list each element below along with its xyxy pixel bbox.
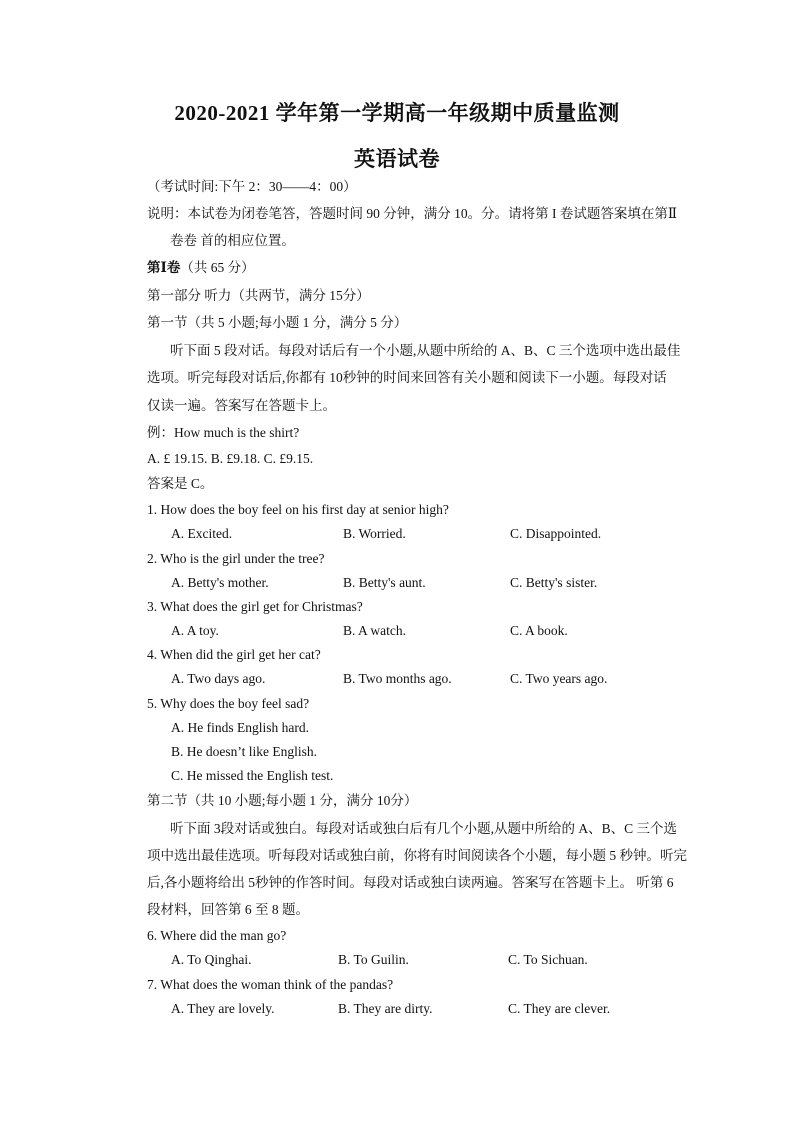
section2-para-line: 后,各小题将给出 5秒钟的作答时间。每段对话或独白读两遍。答案写在答题卡上。 听第 6	[147, 875, 674, 890]
volume-label: 第Ⅰ卷	[147, 260, 181, 275]
option-c: C. Betty's sister.	[510, 575, 598, 590]
section2-para-line: 听下面 3段对话或独白。每段对话或独白后有几个小题,从题中所给的 A、B、C 三个选	[170, 821, 678, 836]
option-c: C. To Sichuan.	[508, 952, 588, 967]
option-c: C. A book.	[510, 623, 568, 638]
exam-time: （考试时间:下午 2：30——4：00）	[147, 179, 357, 194]
option-a: A. A toy.	[171, 623, 219, 638]
option-a: A. Excited.	[171, 526, 233, 541]
option-b: B. Worried.	[343, 526, 406, 541]
volume-heading	[147, 259, 255, 277]
section1-para-line: 仅读一遍。答案写在答题卡上。	[147, 398, 336, 413]
option-b: B. They are dirty.	[338, 1001, 433, 1016]
option-a: A. He finds English hard.	[171, 720, 309, 735]
question-stem: 1. How does the boy feel on his first day at senior high?	[147, 502, 449, 517]
option-b: B. He doesn’t like English.	[171, 744, 317, 759]
section2-para-line: 项中选出最佳选项。听每段对话或独白前，你将有时间阅读各个小题，每小题 5 秒钟。听完	[147, 848, 687, 863]
example-options: A. £ 19.15. B. £9.18. C. £9.15.	[147, 451, 314, 466]
option-a: A. They are lovely.	[171, 1001, 275, 1016]
volume-score: （共 65 分）	[180, 260, 255, 275]
question-stem: 5. Why does the boy feel sad?	[147, 696, 310, 711]
option-a: A. To Qinghai.	[171, 952, 252, 967]
option-a: A. Two days ago.	[171, 671, 266, 686]
question-stem: 7. What does the woman think of the pandas?	[147, 977, 394, 992]
example-answer: 答案是 C。	[147, 476, 214, 491]
option-b: B. Betty's aunt.	[343, 575, 426, 590]
instructions-line-1: 说明：本试卷为闭卷笔答，答题时间 90 分钟，满分 10。分。请将第 I 卷试题答案填在第Ⅱ	[147, 206, 678, 221]
option-a: A. Betty's mother.	[171, 575, 269, 590]
section1-heading: 第一节（共 5 小题;每小题 1 分，满分 5 分）	[147, 315, 408, 330]
section2-heading: 第二节（共 10 小题;每小题 1 分，满分 10分）	[147, 793, 418, 808]
instructions-line-2: 卷卷 首的相应位置。	[170, 233, 295, 248]
option-c: C. He missed the English test.	[171, 768, 334, 783]
option-c: C. They are clever.	[508, 1001, 611, 1016]
section1-para-line: 选项。听完每段对话后,你都有 10秒钟的时间来回答有关小题和阅读下一小题。每段对话	[147, 370, 667, 385]
option-b: B. A watch.	[343, 623, 406, 638]
part1-heading: 第一部分 听力（共两节，满分 15分）	[147, 288, 370, 303]
section2-para-line: 段材料，回答第 6 至 8 题。	[147, 902, 309, 917]
exam-subtitle: 英语试卷	[354, 147, 440, 171]
question-stem: 4. When did the girl get her cat?	[147, 647, 321, 662]
question-stem: 3. What does the girl get for Christmas?	[147, 599, 363, 614]
exam-title: 2020-2021 学年第一学期高一年级期中质量监测	[174, 101, 620, 125]
option-b: B. To Guilin.	[338, 952, 409, 967]
option-b: B. Two months ago.	[343, 671, 452, 686]
question-stem: 6. Where did the man go?	[147, 928, 287, 943]
question-stem: 2. Who is the girl under the tree?	[147, 551, 325, 566]
section1-para-line: 听下面 5 段对话。每段对话后有一个小题,从题中所给的 A、B、C 三个选项中选出最佳	[170, 343, 681, 358]
option-c: C. Two years ago.	[510, 671, 608, 686]
example-question: 例：How much is the shirt?	[147, 425, 300, 440]
option-c: C. Disappointed.	[510, 526, 602, 541]
